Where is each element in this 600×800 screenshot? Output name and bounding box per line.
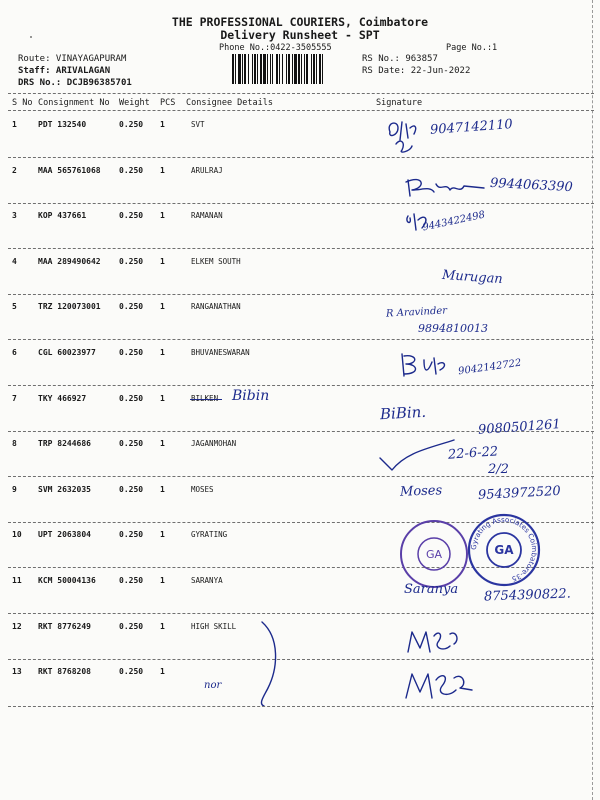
consignment-number-cell: SVM 2632035: [38, 485, 91, 494]
pcs-cell: 1: [160, 348, 165, 357]
route-label: Route: VINAYAGAPURAM: [18, 54, 127, 64]
barcode-bar: [292, 54, 293, 84]
handwritten-name-row-11: Saranya: [404, 582, 459, 597]
barcode-bar: [313, 54, 315, 84]
pen-mark-row-12: [254, 618, 284, 708]
barcode-bar: [306, 54, 308, 84]
consignee-cell: SARANYA: [191, 576, 223, 585]
table-row: [0, 439, 600, 485]
weight-cell: 0.250: [119, 485, 144, 494]
pcs-cell: 1: [160, 120, 165, 129]
pcs-cell: 1: [160, 667, 165, 676]
barcode-bar: [288, 54, 290, 84]
serial-number-cell: 8: [12, 439, 17, 448]
serial-number-cell: 12: [12, 622, 22, 631]
col-header-consignee: Consignee Details: [186, 98, 273, 108]
signature-row-12: [404, 626, 474, 656]
barcode-bar: [301, 54, 302, 84]
row-divider: [8, 294, 594, 295]
consignment-number-cell: CGL 60023977: [38, 348, 96, 357]
pcs-cell: 1: [160, 166, 165, 175]
serial-number-cell: 10: [12, 530, 22, 539]
barcode-bar: [252, 54, 253, 84]
consignee-cell: SVT: [191, 120, 205, 129]
consignment-number-cell: UPT 2063804: [38, 530, 91, 539]
table-row: [0, 211, 600, 257]
weight-cell: 0.250: [119, 211, 144, 220]
handwritten-name-row-5: R Aravinder: [385, 305, 448, 320]
handwritten-date-row-8: 22-6-22: [447, 444, 499, 463]
pcs-cell: 1: [160, 257, 165, 266]
barcode-bar: [248, 54, 249, 84]
consignee-cell: BILKEN: [191, 394, 219, 403]
col-header-weight: Weight: [119, 98, 150, 108]
barcode-bar: [322, 54, 323, 84]
barcode-image: [231, 54, 356, 84]
handwritten-phone-row-3: 9443422498: [421, 209, 487, 234]
handwritten-name-row-4: Murugan: [441, 267, 504, 288]
stamp-left-inner-text: GA: [425, 548, 443, 561]
row-divider: [8, 248, 594, 249]
consignee-cell: MOSES: [191, 485, 214, 494]
handwritten-correction-row-7: Bibin: [232, 388, 270, 404]
barcode-bar: [298, 54, 300, 84]
barcode-bar: [232, 54, 234, 84]
barcode-bar: [235, 54, 236, 84]
consignment-number-cell: RKT 8776249: [38, 622, 91, 631]
serial-number-cell: 6: [12, 348, 17, 357]
handwritten-phone-row-8: 9080501261: [477, 417, 562, 438]
handwritten-name-row-7: BiBin.: [379, 402, 427, 424]
barcode-bar: [254, 54, 256, 84]
weight-cell: 0.250: [119, 576, 144, 585]
handwritten-time-row-8: 2/2: [488, 462, 509, 477]
weight-cell: 0.250: [119, 120, 144, 129]
serial-number-cell: 7: [12, 394, 17, 403]
rs-date: RS Date: 22-Jun-2022: [362, 66, 471, 76]
table-row: [0, 257, 600, 303]
drs-number: DRS No.: DCJB96385701: [18, 78, 132, 88]
barcode-bar: [238, 54, 241, 84]
handwritten-note-row-13: nor: [204, 680, 222, 691]
barcode-bar: [282, 54, 283, 84]
stamp-right-inner-text: GA: [494, 543, 514, 557]
row-divider: [8, 385, 594, 386]
tick-mark-row-8: [376, 438, 456, 474]
company-stamp-right: [466, 512, 542, 588]
weight-cell: 0.250: [119, 257, 144, 266]
barcode-bar: [304, 54, 305, 84]
consignee-cell: JAGANMOHAN: [191, 439, 237, 448]
barcode-bar: [316, 54, 317, 84]
pcs-cell: 1: [160, 302, 165, 311]
weight-cell: 0.250: [119, 394, 144, 403]
barcode-bar: [286, 54, 287, 84]
barcode-bar: [319, 54, 321, 84]
page-number: Page No.:1: [446, 43, 498, 53]
serial-number-cell: 9: [12, 485, 17, 494]
weight-cell: 0.250: [119, 667, 144, 676]
phone-number: Phone No.:0422-3505555: [219, 43, 332, 53]
row-divider: [8, 339, 594, 340]
consignee-cell: ARULRAJ: [191, 166, 223, 175]
consignee-cell: ELKEM SOUTH: [191, 257, 241, 266]
row-divider: [8, 613, 594, 614]
consignment-number-cell: TKY 466927: [38, 394, 87, 403]
consignment-number-cell: MAA 565761068: [38, 166, 101, 175]
barcode-bar: [267, 54, 268, 84]
consignee-cell: HIGH SKILL: [191, 622, 237, 631]
company-title: THE PROFESSIONAL COURIERS, Coimbatore: [171, 15, 429, 29]
col-header-signature: Signature: [376, 98, 423, 108]
handwritten-name-row-9: Moses: [399, 483, 443, 500]
table-bottom-rule: [8, 706, 594, 707]
weight-cell: 0.250: [119, 302, 144, 311]
table-row: [0, 348, 600, 394]
serial-number-cell: 5: [12, 302, 17, 311]
serial-number-cell: 13: [12, 667, 22, 676]
header-top-rule: [8, 93, 594, 94]
handwritten-phone-row-9: 9543972520: [477, 483, 562, 504]
barcode-bar: [260, 54, 262, 84]
handwritten-phone-row-11: 8754390822.: [483, 586, 572, 605]
weight-cell: 0.250: [119, 348, 144, 357]
barcode-bar: [276, 54, 278, 84]
row-divider: [8, 203, 594, 204]
pcs-cell: 1: [160, 485, 165, 494]
stamp-ring-text: Gyrating Associates Coimbatore-35: [469, 515, 539, 583]
serial-number-cell: 1: [12, 120, 17, 129]
col-header-consignment: Consignment No: [38, 98, 110, 108]
pcs-cell: 1: [160, 576, 165, 585]
weight-cell: 0.250: [119, 166, 144, 175]
barcode-bar: [257, 54, 258, 84]
signature-row-6: [398, 350, 458, 380]
table-row: [0, 302, 600, 348]
pcs-cell: 1: [160, 394, 165, 403]
col-header-sno: S No: [12, 98, 33, 108]
runsheet-subtitle: Delivery Runsheet - SPT: [220, 28, 380, 42]
serial-number-cell: 2: [12, 166, 17, 175]
table-row: [0, 622, 600, 668]
consignee-cell: RANGANATHAN: [191, 302, 241, 311]
consignment-number-cell: KCM 50004136: [38, 576, 96, 585]
weight-cell: 0.250: [119, 530, 144, 539]
consignment-number-cell: PDT 132540: [38, 120, 87, 129]
barcode-bar: [270, 54, 271, 84]
pcs-cell: 1: [160, 211, 165, 220]
weight-cell: 0.250: [119, 439, 144, 448]
barcode-bar: [294, 54, 297, 84]
serial-number-cell: 11: [12, 576, 22, 585]
rs-number: RS No.: 963857: [362, 54, 438, 64]
consignment-number-cell: TRZ 120073001: [38, 302, 101, 311]
consignee-cell: BHUVANESWARAN: [191, 348, 250, 357]
consignment-number-cell: TRP 8244686: [38, 439, 91, 448]
header-bottom-rule: [8, 110, 594, 111]
signature-row-13: [402, 668, 478, 702]
staff-label: Staff: ARIVALAGAN: [18, 66, 111, 76]
pcs-cell: 1: [160, 622, 165, 631]
barcode-bar: [272, 54, 273, 84]
serial-number-cell: 4: [12, 257, 17, 266]
weight-cell: 0.250: [119, 622, 144, 631]
handwritten-phone-row-1: 9047142110: [429, 117, 514, 138]
pcs-cell: 1: [160, 530, 165, 539]
row-divider: [8, 659, 594, 660]
barcode-bar: [263, 54, 266, 84]
consignee-cell: GYRATING: [191, 530, 228, 539]
serial-number-cell: 3: [12, 211, 17, 220]
col-header-pcs: PCS: [160, 98, 176, 108]
consignment-number-cell: KOP 437661: [38, 211, 87, 220]
barcode-bar: [311, 54, 312, 84]
strikethrough-row-7: [190, 399, 222, 400]
company-stamp-left: [398, 518, 470, 590]
consignee-cell: RAMANAN: [191, 211, 223, 220]
consignment-number-cell: MAA 289490642: [38, 257, 101, 266]
barcode-bar: [242, 54, 243, 84]
pcs-cell: 1: [160, 439, 165, 448]
barcode-bar: [244, 54, 246, 84]
handwritten-phone-row-6: 9042142722: [457, 357, 523, 378]
handwritten-phone-row-5: 9894810013: [418, 322, 488, 335]
consignment-number-cell: RKT 8768208: [38, 667, 91, 676]
handwritten-phone-row-2: 9944063390: [489, 175, 574, 196]
barcode-bar: [279, 54, 280, 84]
